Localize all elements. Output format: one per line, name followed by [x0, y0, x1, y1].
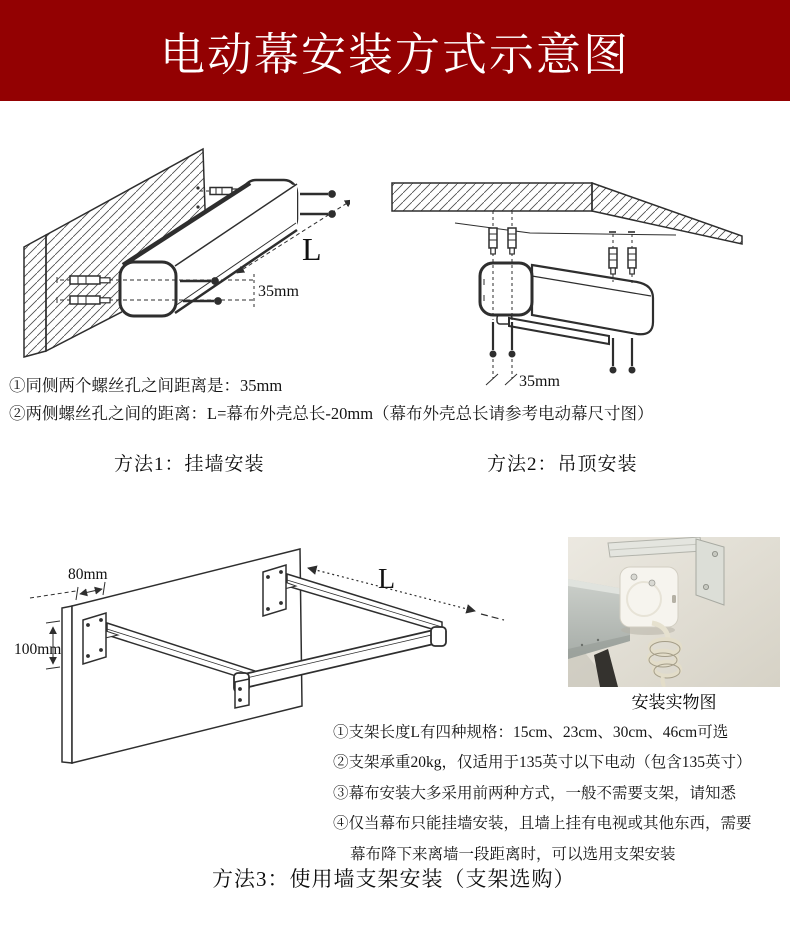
- ceiling-front-face: [392, 183, 592, 211]
- anchor-screw-icon: [489, 228, 516, 254]
- dim-L-label: L: [302, 231, 322, 267]
- screw-icon: [490, 322, 515, 357]
- method2-label: 方法2：吊顶安装: [487, 454, 638, 475]
- anchor-screw-icon: [609, 248, 636, 274]
- ceiling-under-edge: [455, 223, 676, 235]
- wall-hole-dot: [196, 205, 199, 208]
- wall-side-face: [62, 606, 72, 763]
- screen-housing-body: [532, 265, 653, 334]
- title-banner: [0, 0, 790, 101]
- note-screw-spacing: ①同侧两个螺丝孔之间距离是：35mm: [9, 376, 283, 395]
- bracket-note-3: ③幕布安装大多采用前两种方式，一般不需要支架，请知悉: [333, 784, 737, 802]
- wall-mount-diagram: [10, 138, 350, 383]
- photo-caption: 安装实物图: [631, 693, 717, 712]
- photo-bracket-plate: [696, 539, 724, 605]
- screen-housing-end-cap: [480, 263, 532, 315]
- note-hole-distance: ②两侧螺丝孔之间的距离：L=幕布外壳总长-20mm（幕布外壳总长请参考电动幕尺寸图）: [9, 404, 654, 423]
- dim-L-label: L: [378, 564, 396, 595]
- wall-side-face: [24, 235, 46, 357]
- bracket-note-4: ④仅当幕布只能挂墙安装，且墙上挂有电视或其他东西，需要: [333, 815, 752, 833]
- screen-housing-front-cap: [120, 262, 176, 316]
- screw-icon: [610, 338, 635, 373]
- wall-hole-dot: [196, 186, 199, 189]
- bracket-note-4-continued: 幕布降下来离墙一段距离时，可以选用支架安装: [350, 845, 676, 863]
- page-title: 电动幕安装方式示意图: [159, 29, 630, 80]
- ceiling-mount-diagram: [385, 148, 785, 398]
- installation-photo: [568, 537, 780, 687]
- method1-label: 方法1：挂墙安装: [114, 454, 265, 475]
- dim-35mm-label: 35mm: [258, 283, 299, 300]
- method3-label: 方法3：使用墙支架安装（支架选购）: [212, 867, 576, 891]
- dim-100mm-label: 100mm: [14, 641, 62, 658]
- photo-end-cap: [620, 567, 678, 627]
- screw-icon: [300, 191, 335, 218]
- dim-80mm-label: 80mm: [68, 566, 108, 583]
- bracket-notes: [333, 718, 752, 870]
- bracket-note-2: ②支架承重20kg，仅适用于135英寸以下电动（包含135英寸）: [333, 754, 752, 772]
- dim-35mm-label: 35mm: [519, 373, 560, 390]
- bracket-note-1: ①支架长度L有四种规格：15cm、23cm、30cm、46cm可选: [333, 724, 729, 741]
